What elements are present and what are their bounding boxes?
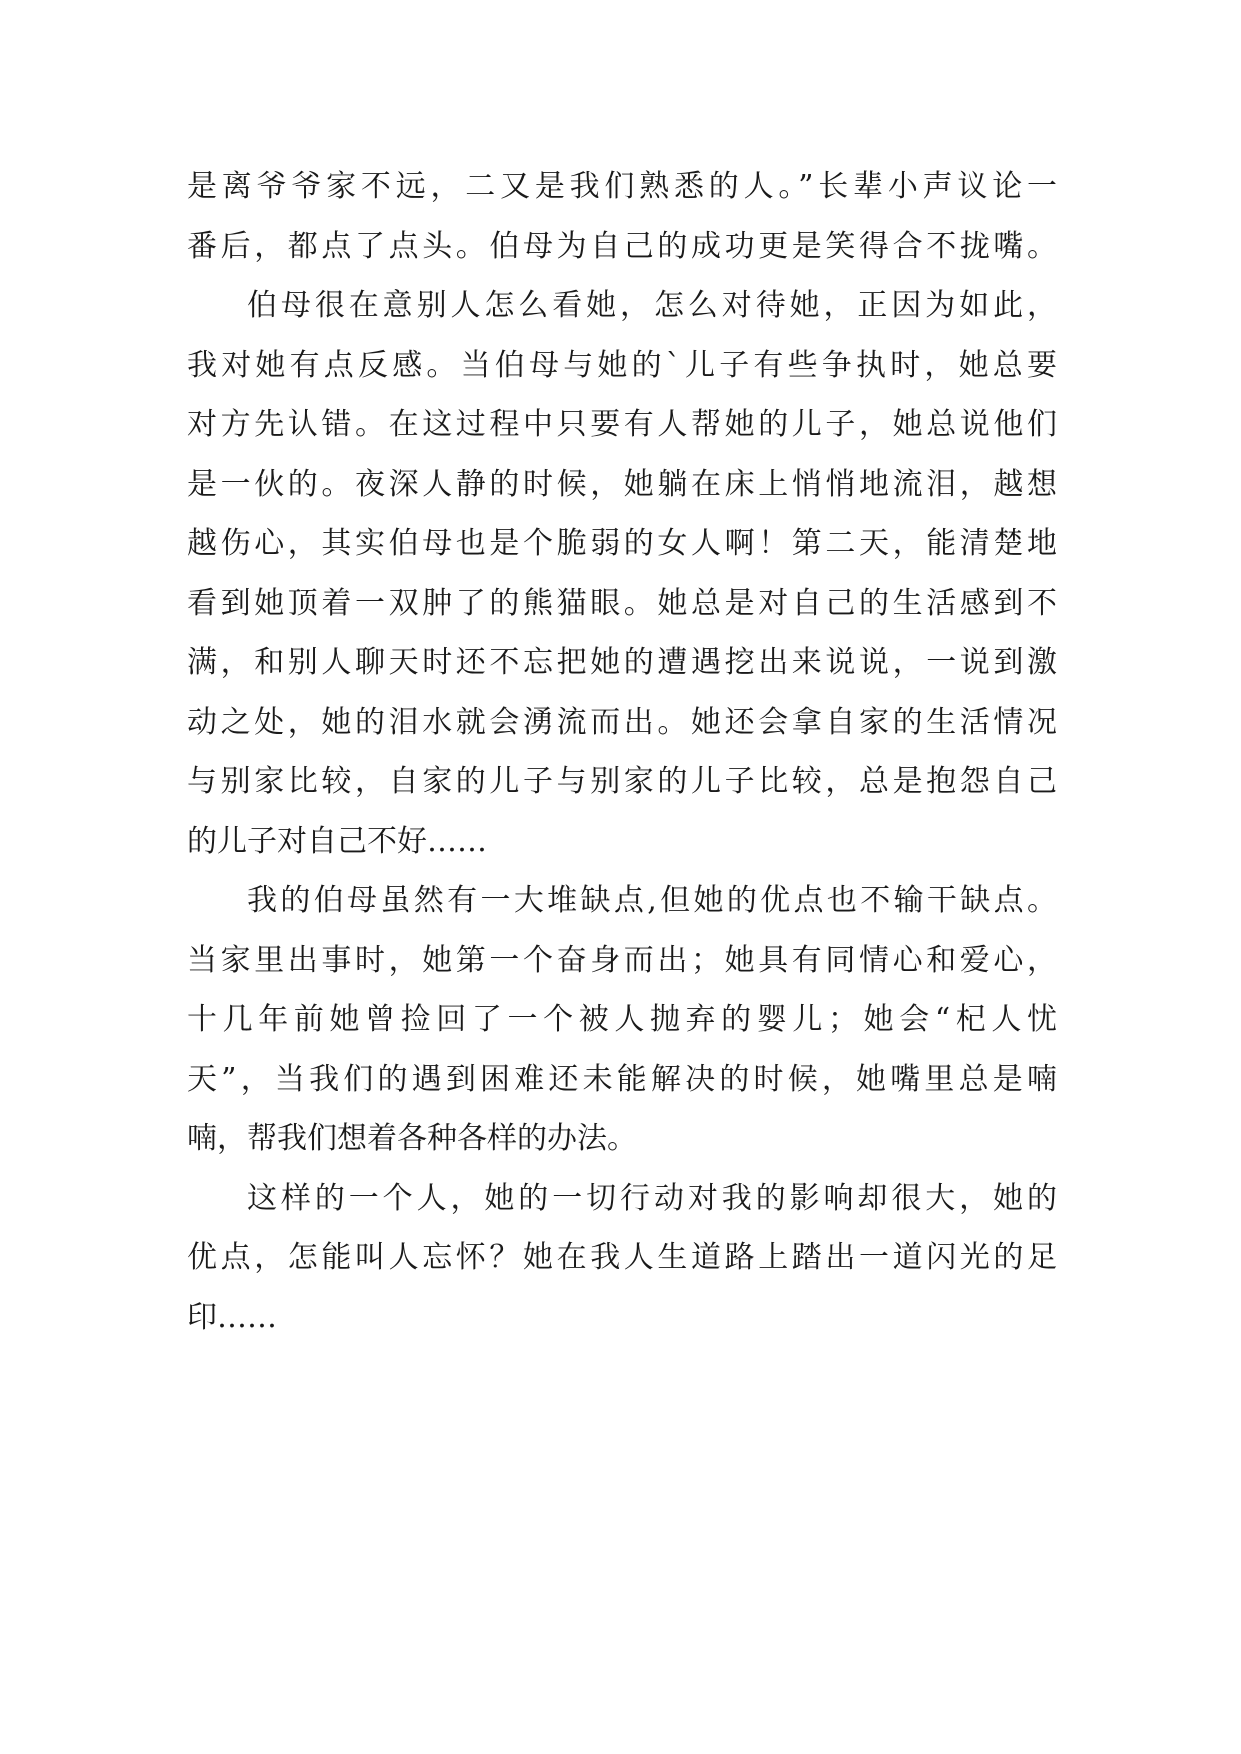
text-line: 番后，都点了点头。伯母为自己的成功更是笑得合不拢嘴。 [187, 228, 1057, 264]
essay-body [187, 157, 1057, 1347]
text-line: 满，和别人聊天时还不忘把她的遭遇挖出来说说，一说到激 [187, 645, 1057, 680]
paragraph-end-line: 印…… [187, 1299, 277, 1335]
text-line: 优点，怎能叫人忘怀？她在我人生道路上踏出一道闪光的足 [187, 1240, 1057, 1275]
text-line: 是一伙的。夜深人静的时候，她躺在床上悄悄地流泪，越想 [187, 466, 1057, 502]
paragraph-start-line: 伯母很在意别人怎么看她，怎么对待她，正因为如此， [247, 288, 1057, 323]
text-line: 当家里出事时，她第一个奋身而出；她具有同情心和爱心， [187, 942, 1057, 978]
text-line: 看到她顶着一双肿了的熊猫眼。她总是对自己的生活感到不 [187, 585, 1057, 621]
paragraph-end-line: 喃，帮我们想着各种各样的办法。 [187, 1121, 637, 1156]
text-line: 与别家比较，自家的儿子与别家的儿子比较，总是抱怨自己 [187, 764, 1057, 799]
text-line: 我对她有点反感。当伯母与她的`儿子有些争执时，她总要 [187, 347, 1057, 383]
text-line: 对方先认错。在这过程中只要有人帮她的儿子，她总说他们 [187, 407, 1057, 442]
text-line: 是离爷爷家不远，二又是我们熟悉的人。”长辈小声议论一 [187, 169, 1057, 204]
paragraph-end-line: 的儿子对自己不好…… [187, 823, 487, 859]
paragraph-start-line: 我的伯母虽然有一大堆缺点,但她的优点也不输干缺点。 [247, 883, 1057, 918]
paragraph-start-line: 这样的一个人，她的一切行动对我的影响却很大，她的 [247, 1180, 1057, 1216]
text-line: 动之处，她的泪水就会湧流而出。她还会拿自家的生活情况 [187, 704, 1057, 740]
text-line: 天”，当我们的遇到困难还未能解决的时候，她嘴里总是喃 [187, 1061, 1057, 1097]
text-line: 十几年前她曾捡回了一个被人抛弃的婴儿；她会“杞人忧 [187, 1002, 1057, 1037]
text-line: 越伤心，其实伯母也是个脆弱的女人啊！第二天，能清楚地 [187, 526, 1057, 561]
